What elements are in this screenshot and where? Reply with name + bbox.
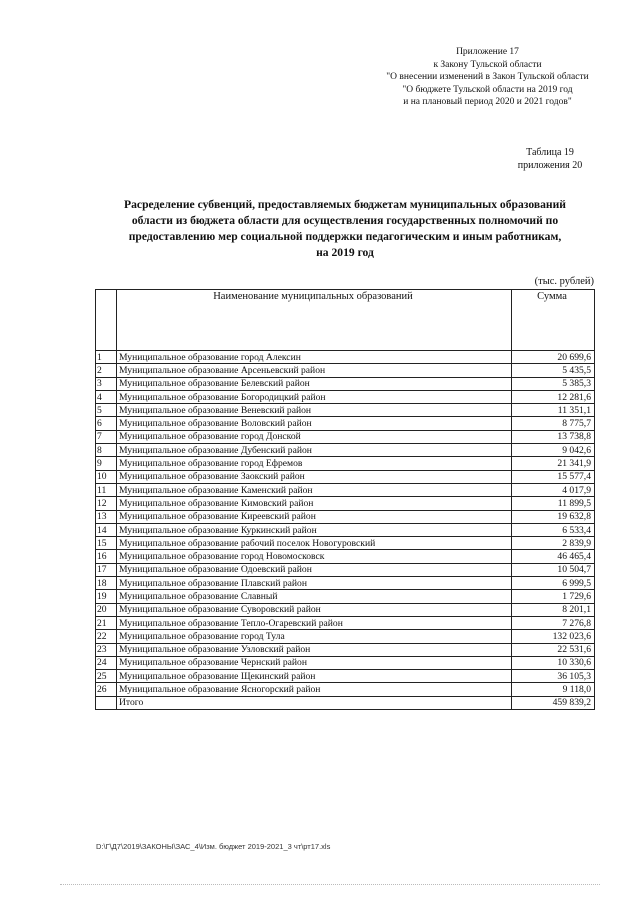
row-name-cell: Муниципальное образование Чернский район [117, 656, 512, 669]
row-number-cell: 23 [96, 643, 117, 656]
row-number-cell: 19 [96, 590, 117, 603]
row-sum-cell: 5 435,5 [512, 364, 595, 377]
row-sum-cell: 2 839,9 [512, 537, 595, 550]
table-row [96, 630, 595, 643]
table-number-line: приложения 20 [517, 160, 583, 171]
table-row [96, 643, 595, 656]
row-name-cell: Муниципальное образование рабочий поселок Новогуровский [117, 537, 512, 550]
row-sum-cell: 9 042,6 [512, 444, 595, 457]
table-row [96, 390, 595, 403]
table-row [96, 590, 595, 603]
table-row [96, 351, 595, 364]
table-row [96, 483, 595, 496]
unit-label: (тыс. рублей) [534, 276, 594, 287]
row-number-cell: 2 [96, 364, 117, 377]
total-row [96, 696, 595, 709]
appendix-line: к Закону Тульской области [433, 59, 542, 70]
table-row [96, 457, 595, 470]
title-line: области из бюджета области для осуществления государственных полномочий по [131, 214, 559, 227]
row-number-cell: 6 [96, 417, 117, 430]
row-sum-cell: 11 899,5 [512, 497, 595, 510]
table-row [96, 670, 595, 683]
subvention-table [95, 289, 595, 710]
row-sum-cell: 22 531,6 [512, 643, 595, 656]
row-name-cell: Муниципальное образование Дубенский район [117, 444, 512, 457]
table-row [96, 563, 595, 576]
row-number-cell: 25 [96, 670, 117, 683]
table-row [96, 523, 595, 536]
row-name-cell: Муниципальное образование Заокский район [117, 470, 512, 483]
appendix-line: Приложение 17 [456, 47, 519, 57]
table-number-line: Таблица 19 [526, 147, 574, 158]
total-sum-cell: 459 839,2 [512, 696, 595, 709]
row-number-cell: 4 [96, 390, 117, 403]
row-name-cell: Муниципальное образование город Новомосковск [117, 550, 512, 563]
row-sum-cell: 36 105,3 [512, 670, 595, 683]
row-name-cell: Муниципальное образование Арсеньевский район [117, 364, 512, 377]
table-row [96, 377, 595, 390]
row-name-cell: Муниципальное образование Тепло-Огаревский район [117, 616, 512, 629]
table-row [96, 603, 595, 616]
table-row [96, 497, 595, 510]
row-number-cell: 22 [96, 630, 117, 643]
row-number-cell: 21 [96, 616, 117, 629]
appendix-line: "О бюджете Тульской области на 2019 год [402, 84, 573, 95]
row-number-cell: 14 [96, 523, 117, 536]
row-sum-cell: 8 775,7 [512, 417, 595, 430]
table-header-row [96, 290, 595, 351]
row-sum-cell: 15 577,4 [512, 470, 595, 483]
row-sum-cell: 12 281,6 [512, 390, 595, 403]
row-name-cell: Муниципальное образование Плавский район [117, 577, 512, 590]
row-number-cell: 7 [96, 430, 117, 443]
row-name-cell: Муниципальное образование Киреевский район [117, 510, 512, 523]
row-name-cell: Муниципальное образование Куркинский район [117, 523, 512, 536]
table-row [96, 430, 595, 443]
row-number-cell: 9 [96, 457, 117, 470]
row-name-cell: Муниципальное образование Каменский район [117, 483, 512, 496]
table-row [96, 364, 595, 377]
table-row [96, 683, 595, 696]
appendix-line: "О внесении изменений в Закон Тульской области [386, 72, 589, 82]
table-row [96, 510, 595, 523]
table-row [96, 404, 595, 417]
row-name-cell: Муниципальное образование город Тула [117, 630, 512, 643]
header-sum-cell: Сумма [512, 290, 595, 351]
row-name-cell: Муниципальное образование Узловский район [117, 643, 512, 656]
title-line: на 2019 год [316, 246, 374, 259]
row-sum-cell: 5 385,3 [512, 377, 595, 390]
row-number-cell: 24 [96, 656, 117, 669]
row-name-cell: Муниципальное образование город Алексин [117, 351, 512, 364]
row-name-cell: Муниципальное образование Богородицкий район [117, 390, 512, 403]
table-row [96, 616, 595, 629]
row-number-cell: 11 [96, 483, 117, 496]
row-sum-cell: 132 023,6 [512, 630, 595, 643]
table-row [96, 577, 595, 590]
row-number-cell: 10 [96, 470, 117, 483]
row-sum-cell: 46 465,4 [512, 550, 595, 563]
header-number-cell [96, 290, 117, 351]
appendix-line: и на плановый период 2020 и 2021 годов" [403, 97, 572, 107]
row-sum-cell: 10 504,7 [512, 563, 595, 576]
row-sum-cell: 10 330,6 [512, 656, 595, 669]
table-row [96, 444, 595, 457]
row-name-cell: Муниципальное образование город Ефремов [117, 457, 512, 470]
scan-artifact-line [60, 884, 600, 887]
row-number-cell: 15 [96, 537, 117, 550]
table-row [96, 550, 595, 563]
title-line: Расределение субвенций, предоставляемых бюджетам муниципальных образований [124, 198, 566, 211]
row-name-cell: Муниципальное образование Белевский район [117, 377, 512, 390]
row-name-cell: Муниципальное образование Суворовский район [117, 603, 512, 616]
total-label-cell: Итого [117, 696, 512, 709]
row-number-cell: 16 [96, 550, 117, 563]
header-name-cell: Наименование муниципальных образований [117, 290, 512, 351]
row-number-cell: 5 [96, 404, 117, 417]
row-name-cell: Муниципальное образование Одоевский район [117, 563, 512, 576]
table-row [96, 537, 595, 550]
row-sum-cell: 19 632,8 [512, 510, 595, 523]
total-empty-cell [96, 696, 117, 709]
row-sum-cell: 6 999,5 [512, 577, 595, 590]
row-name-cell: Муниципальное образование Веневский район [117, 404, 512, 417]
table-number-header [500, 146, 600, 172]
table-row [96, 470, 595, 483]
title-line: предоставлению мер социальной поддержки педагогическим и иным работникам, [128, 230, 562, 243]
table-row [96, 656, 595, 669]
row-sum-cell: 21 341,9 [512, 457, 595, 470]
row-sum-cell: 6 533,4 [512, 523, 595, 536]
row-name-cell: Муниципальное образование Воловский район [117, 417, 512, 430]
row-name-cell: Муниципальное образование Щекинский район [117, 670, 512, 683]
row-number-cell: 18 [96, 577, 117, 590]
row-sum-cell: 8 201,1 [512, 603, 595, 616]
row-number-cell: 26 [96, 683, 117, 696]
row-sum-cell: 4 017,9 [512, 483, 595, 496]
row-sum-cell: 9 118,0 [512, 683, 595, 696]
row-sum-cell: 1 729,6 [512, 590, 595, 603]
row-number-cell: 3 [96, 377, 117, 390]
row-sum-cell: 13 738,8 [512, 430, 595, 443]
row-name-cell: Муниципальное образование Славный [117, 590, 512, 603]
row-number-cell: 8 [96, 444, 117, 457]
row-name-cell: Муниципальное образование Кимовский район [117, 497, 512, 510]
row-number-cell: 20 [96, 603, 117, 616]
row-number-cell: 13 [96, 510, 117, 523]
row-name-cell: Муниципальное образование Ясногорский район [117, 683, 512, 696]
row-sum-cell: 20 699,6 [512, 351, 595, 364]
row-sum-cell: 7 276,8 [512, 616, 595, 629]
row-number-cell: 1 [96, 351, 117, 364]
file-path-footer: D:\Г\Д7\2019\ЗАКОНЫ\ЗАС_4\Изм. бюджет 2019-2021_3 чт\рт17.xls [96, 842, 331, 851]
row-number-cell: 17 [96, 563, 117, 576]
table-row [96, 417, 595, 430]
row-name-cell: Муниципальное образование город Донской [117, 430, 512, 443]
appendix-header [380, 46, 595, 109]
row-sum-cell: 11 351,1 [512, 404, 595, 417]
document-title [100, 197, 590, 261]
row-number-cell: 12 [96, 497, 117, 510]
